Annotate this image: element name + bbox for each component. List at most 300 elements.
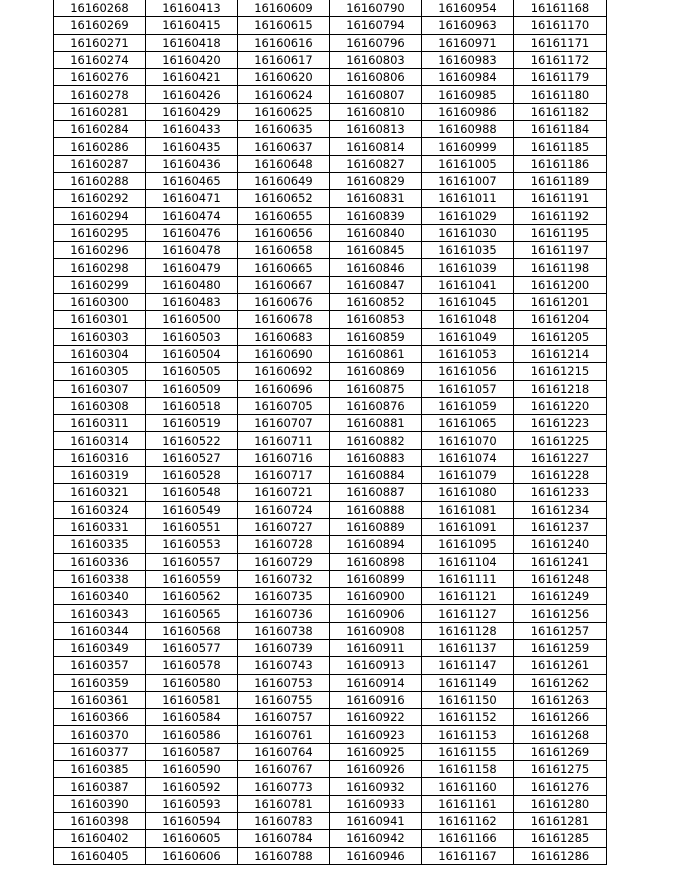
table-cell: 16161057 (422, 380, 514, 397)
table-cell: 16160898 (330, 553, 422, 570)
table-cell: 16160568 (146, 622, 238, 639)
table-cell: 16160578 (146, 657, 238, 674)
table-cell: 16160963 (422, 17, 514, 34)
table-cell: 16160307 (54, 380, 146, 397)
table-row (54, 155, 607, 172)
table-cell: 16160925 (330, 743, 422, 760)
table-cell: 16160683 (238, 328, 330, 345)
table-cell: 16160421 (146, 69, 238, 86)
table-cell: 16160729 (238, 553, 330, 570)
table-cell: 16161197 (514, 242, 607, 259)
table-cell: 16160839 (330, 207, 422, 224)
table-row (54, 761, 607, 778)
table-cell: 16161095 (422, 536, 514, 553)
number-table (53, 0, 607, 865)
table-cell: 16160426 (146, 86, 238, 103)
table-cell: 16160635 (238, 121, 330, 138)
table-row (54, 259, 607, 276)
table-row (54, 363, 607, 380)
table-cell: 16161053 (422, 345, 514, 362)
table-cell: 16161035 (422, 242, 514, 259)
table-cell: 16161161 (422, 795, 514, 812)
table-cell: 16161081 (422, 501, 514, 518)
table-cell: 16160869 (330, 363, 422, 380)
table-cell: 16161011 (422, 190, 514, 207)
table-cell: 16161147 (422, 657, 514, 674)
table-cell: 16160900 (330, 588, 422, 605)
table-cell: 16160584 (146, 709, 238, 726)
table-cell: 16160853 (330, 311, 422, 328)
table-cell: 16160916 (330, 691, 422, 708)
table-cell: 16160276 (54, 69, 146, 86)
table-cell: 16161201 (514, 294, 607, 311)
table-row (54, 709, 607, 726)
table-cell: 16160581 (146, 691, 238, 708)
table-cell: 16161233 (514, 484, 607, 501)
table-cell: 16160413 (146, 0, 238, 17)
table-cell: 16160875 (330, 380, 422, 397)
table-cell: 16160294 (54, 207, 146, 224)
table-row (54, 380, 607, 397)
table-cell: 16160727 (238, 518, 330, 535)
table-cell: 16160649 (238, 172, 330, 189)
table-cell: 16160814 (330, 138, 422, 155)
table-cell: 16160324 (54, 501, 146, 518)
table-cell: 16161248 (514, 570, 607, 587)
table-cell: 16161182 (514, 103, 607, 120)
table-cell: 16161275 (514, 761, 607, 778)
table-cell: 16160721 (238, 484, 330, 501)
table-cell: 16160480 (146, 276, 238, 293)
table-cell: 16161256 (514, 605, 607, 622)
table-cell: 16160299 (54, 276, 146, 293)
table-cell: 16160319 (54, 467, 146, 484)
table-cell: 16160813 (330, 121, 422, 138)
table-cell: 16161192 (514, 207, 607, 224)
table-cell: 16161065 (422, 415, 514, 432)
table-cell: 16160933 (330, 795, 422, 812)
table-cell: 16161150 (422, 691, 514, 708)
table-cell: 16160609 (238, 0, 330, 17)
table-cell: 16161285 (514, 830, 607, 847)
table-cell: 16160986 (422, 103, 514, 120)
table-cell: 16160728 (238, 536, 330, 553)
table-cell: 16161234 (514, 501, 607, 518)
table-cell: 16160474 (146, 207, 238, 224)
number-table-body (54, 0, 607, 864)
table-row (54, 103, 607, 120)
table-cell: 16160755 (238, 691, 330, 708)
table-cell: 16160883 (330, 449, 422, 466)
table-cell: 16160783 (238, 812, 330, 829)
table-cell: 16160999 (422, 138, 514, 155)
table-cell: 16160415 (146, 17, 238, 34)
table-cell: 16161170 (514, 17, 607, 34)
table-cell: 16160479 (146, 259, 238, 276)
table-cell: 16160553 (146, 536, 238, 553)
table-cell: 16160593 (146, 795, 238, 812)
table-cell: 16160788 (238, 847, 330, 864)
table-cell: 16160562 (146, 588, 238, 605)
table-cell: 16160932 (330, 778, 422, 795)
table-cell: 16160316 (54, 449, 146, 466)
table-cell: 16161137 (422, 639, 514, 656)
table-cell: 16160557 (146, 553, 238, 570)
table-cell: 16160435 (146, 138, 238, 155)
table-cell: 16160577 (146, 639, 238, 656)
table-row (54, 812, 607, 829)
table-cell: 16160624 (238, 86, 330, 103)
table-cell: 16161160 (422, 778, 514, 795)
table-row (54, 224, 607, 241)
table-cell: 16161029 (422, 207, 514, 224)
table-cell: 16161227 (514, 449, 607, 466)
table-cell: 16160884 (330, 467, 422, 484)
table-cell: 16161048 (422, 311, 514, 328)
table-cell: 16160281 (54, 103, 146, 120)
table-cell: 16160648 (238, 155, 330, 172)
table-row (54, 449, 607, 466)
table-row (54, 588, 607, 605)
table-row (54, 190, 607, 207)
table-row (54, 674, 607, 691)
table-cell: 16160985 (422, 86, 514, 103)
table-cell: 16161198 (514, 259, 607, 276)
table-cell: 16160522 (146, 432, 238, 449)
table-cell: 16160300 (54, 294, 146, 311)
table-cell: 16160617 (238, 51, 330, 68)
table-cell: 16161185 (514, 138, 607, 155)
table-cell: 16160625 (238, 103, 330, 120)
table-cell: 16160922 (330, 709, 422, 726)
table-cell: 16160301 (54, 311, 146, 328)
table-cell: 16160387 (54, 778, 146, 795)
table-cell: 16161179 (514, 69, 607, 86)
table-row (54, 242, 607, 259)
table-cell: 16160637 (238, 138, 330, 155)
table-cell: 16161074 (422, 449, 514, 466)
table-cell: 16161186 (514, 155, 607, 172)
table-cell: 16160911 (330, 639, 422, 656)
table-cell: 16160676 (238, 294, 330, 311)
table-row (54, 432, 607, 449)
table-cell: 16160398 (54, 812, 146, 829)
table-cell: 16160761 (238, 726, 330, 743)
table-cell: 16161059 (422, 397, 514, 414)
table-cell: 16161184 (514, 121, 607, 138)
table-row (54, 0, 607, 17)
table-cell: 16161172 (514, 51, 607, 68)
table-cell: 16160288 (54, 172, 146, 189)
table-cell: 16160361 (54, 691, 146, 708)
table-cell: 16161167 (422, 847, 514, 864)
table-cell: 16161121 (422, 588, 514, 605)
table-cell: 16160592 (146, 778, 238, 795)
table-cell: 16160503 (146, 328, 238, 345)
table-cell: 16161249 (514, 588, 607, 605)
table-cell: 16160504 (146, 345, 238, 362)
table-cell: 16160717 (238, 467, 330, 484)
table-cell: 16160705 (238, 397, 330, 414)
table-cell: 16161007 (422, 172, 514, 189)
table-cell: 16160827 (330, 155, 422, 172)
table-cell: 16161189 (514, 172, 607, 189)
table-cell: 16160527 (146, 449, 238, 466)
table-cell: 16160707 (238, 415, 330, 432)
table-cell: 16160876 (330, 397, 422, 414)
table-cell: 16160941 (330, 812, 422, 829)
table-cell: 16161079 (422, 467, 514, 484)
table-cell: 16160616 (238, 34, 330, 51)
table-cell: 16160829 (330, 172, 422, 189)
table-cell: 16161205 (514, 328, 607, 345)
table-cell: 16161237 (514, 518, 607, 535)
table-cell: 16161168 (514, 0, 607, 17)
table-row (54, 415, 607, 432)
table-cell: 16161128 (422, 622, 514, 639)
table-cell: 16161281 (514, 812, 607, 829)
table-cell: 16160331 (54, 518, 146, 535)
table-cell: 16161269 (514, 743, 607, 760)
table-cell: 16160736 (238, 605, 330, 622)
table-cell: 16160549 (146, 501, 238, 518)
table-cell: 16160385 (54, 761, 146, 778)
table-cell: 16160478 (146, 242, 238, 259)
table-row (54, 691, 607, 708)
table-cell: 16161241 (514, 553, 607, 570)
table-cell: 16161041 (422, 276, 514, 293)
table-cell: 16160335 (54, 536, 146, 553)
table-cell: 16160314 (54, 432, 146, 449)
table-cell: 16160914 (330, 674, 422, 691)
table-cell: 16161091 (422, 518, 514, 535)
table-cell: 16161045 (422, 294, 514, 311)
table-cell: 16160690 (238, 345, 330, 362)
table-row (54, 622, 607, 639)
table-row (54, 467, 607, 484)
table-cell: 16160286 (54, 138, 146, 155)
table-cell: 16160274 (54, 51, 146, 68)
table-cell: 16161200 (514, 276, 607, 293)
table-cell: 16160988 (422, 121, 514, 138)
table-row (54, 501, 607, 518)
table-row (54, 518, 607, 535)
table-cell: 16161259 (514, 639, 607, 656)
table-cell: 16160846 (330, 259, 422, 276)
table-cell: 16161215 (514, 363, 607, 380)
table-cell: 16160954 (422, 0, 514, 17)
table-cell: 16161280 (514, 795, 607, 812)
table-cell: 16161039 (422, 259, 514, 276)
table-cell: 16160658 (238, 242, 330, 259)
table-cell: 16161056 (422, 363, 514, 380)
table-cell: 16160899 (330, 570, 422, 587)
table-cell: 16160784 (238, 830, 330, 847)
table-cell: 16160796 (330, 34, 422, 51)
table-cell: 16160390 (54, 795, 146, 812)
table-cell: 16160465 (146, 172, 238, 189)
table-cell: 16160882 (330, 432, 422, 449)
table-row (54, 536, 607, 553)
table-cell: 16161127 (422, 605, 514, 622)
table-cell: 16160296 (54, 242, 146, 259)
table-cell: 16160692 (238, 363, 330, 380)
table-cell: 16160881 (330, 415, 422, 432)
table-cell: 16160711 (238, 432, 330, 449)
table-cell: 16160305 (54, 363, 146, 380)
table-cell: 16161049 (422, 328, 514, 345)
number-table-container (53, 0, 606, 865)
table-cell: 16161195 (514, 224, 607, 241)
table-cell: 16160923 (330, 726, 422, 743)
table-row (54, 743, 607, 760)
table-cell: 16161261 (514, 657, 607, 674)
table-cell: 16160847 (330, 276, 422, 293)
table-cell: 16160287 (54, 155, 146, 172)
table-cell: 16160738 (238, 622, 330, 639)
table-cell: 16160767 (238, 761, 330, 778)
table-cell: 16161030 (422, 224, 514, 241)
table-cell: 16160764 (238, 743, 330, 760)
table-cell: 16160803 (330, 51, 422, 68)
table-row (54, 69, 607, 86)
table-cell: 16160344 (54, 622, 146, 639)
table-cell: 16161171 (514, 34, 607, 51)
table-cell: 16161257 (514, 622, 607, 639)
table-cell: 16160587 (146, 743, 238, 760)
table-cell: 16160366 (54, 709, 146, 726)
table-cell: 16160606 (146, 847, 238, 864)
table-cell: 16160420 (146, 51, 238, 68)
table-row (54, 311, 607, 328)
table-cell: 16160509 (146, 380, 238, 397)
table-row (54, 138, 607, 155)
table-cell: 16160418 (146, 34, 238, 51)
table-cell: 16160340 (54, 588, 146, 605)
table-cell: 16160292 (54, 190, 146, 207)
table-cell: 16160806 (330, 69, 422, 86)
table-cell: 16160655 (238, 207, 330, 224)
table-cell: 16160605 (146, 830, 238, 847)
table-cell: 16160859 (330, 328, 422, 345)
table-cell: 16160810 (330, 103, 422, 120)
table-cell: 16160311 (54, 415, 146, 432)
table-cell: 16161155 (422, 743, 514, 760)
table-row (54, 795, 607, 812)
table-row (54, 605, 607, 622)
table-cell: 16160284 (54, 121, 146, 138)
table-cell: 16161111 (422, 570, 514, 587)
table-row (54, 847, 607, 864)
table-cell: 16160336 (54, 553, 146, 570)
table-cell: 16160845 (330, 242, 422, 259)
table-cell: 16160590 (146, 761, 238, 778)
table-cell: 16160656 (238, 224, 330, 241)
table-cell: 16160781 (238, 795, 330, 812)
table-cell: 16161225 (514, 432, 607, 449)
table-cell: 16160620 (238, 69, 330, 86)
table-cell: 16161228 (514, 467, 607, 484)
table-row (54, 726, 607, 743)
table-cell: 16160268 (54, 0, 146, 17)
table-cell: 16160840 (330, 224, 422, 241)
table-cell: 16160349 (54, 639, 146, 656)
table-cell: 16160269 (54, 17, 146, 34)
table-row (54, 484, 607, 501)
table-cell: 16161152 (422, 709, 514, 726)
table-cell: 16160894 (330, 536, 422, 553)
table-row (54, 172, 607, 189)
table-cell: 16160565 (146, 605, 238, 622)
table-row (54, 657, 607, 674)
table-row (54, 276, 607, 293)
table-row (54, 553, 607, 570)
table-cell: 16160696 (238, 380, 330, 397)
table-cell: 16161191 (514, 190, 607, 207)
table-row (54, 207, 607, 224)
table-cell: 16160743 (238, 657, 330, 674)
table-row (54, 328, 607, 345)
table-cell: 16160984 (422, 69, 514, 86)
table-cell: 16160429 (146, 103, 238, 120)
table-cell: 16160359 (54, 674, 146, 691)
table-cell: 16160913 (330, 657, 422, 674)
table-cell: 16160370 (54, 726, 146, 743)
table-cell: 16160724 (238, 501, 330, 518)
table-cell: 16161268 (514, 726, 607, 743)
table-cell: 16160580 (146, 674, 238, 691)
table-cell: 16160971 (422, 34, 514, 51)
table-cell: 16160433 (146, 121, 238, 138)
table-cell: 16161263 (514, 691, 607, 708)
table-cell: 16160926 (330, 761, 422, 778)
table-cell: 16161158 (422, 761, 514, 778)
table-cell: 16160321 (54, 484, 146, 501)
table-cell: 16161204 (514, 311, 607, 328)
table-cell: 16160831 (330, 190, 422, 207)
table-cell: 16160402 (54, 830, 146, 847)
table-cell: 16161223 (514, 415, 607, 432)
table-cell: 16161166 (422, 830, 514, 847)
table-cell: 16161220 (514, 397, 607, 414)
table-cell: 16160942 (330, 830, 422, 847)
table-cell: 16160861 (330, 345, 422, 362)
table-row (54, 830, 607, 847)
table-cell: 16161218 (514, 380, 607, 397)
table-cell: 16160908 (330, 622, 422, 639)
table-cell: 16161180 (514, 86, 607, 103)
table-row (54, 345, 607, 362)
table-cell: 16160343 (54, 605, 146, 622)
table-cell: 16160773 (238, 778, 330, 795)
table-cell: 16160304 (54, 345, 146, 362)
table-cell: 16160357 (54, 657, 146, 674)
table-row (54, 778, 607, 795)
table-row (54, 570, 607, 587)
table-cell: 16160667 (238, 276, 330, 293)
table-cell: 16161214 (514, 345, 607, 362)
table-cell: 16160732 (238, 570, 330, 587)
table-cell: 16160483 (146, 294, 238, 311)
table-cell: 16160405 (54, 847, 146, 864)
table-cell: 16160295 (54, 224, 146, 241)
table-row (54, 397, 607, 414)
table-cell: 16160338 (54, 570, 146, 587)
table-cell: 16160559 (146, 570, 238, 587)
table-cell: 16161005 (422, 155, 514, 172)
table-cell: 16160739 (238, 639, 330, 656)
table-cell: 16160594 (146, 812, 238, 829)
